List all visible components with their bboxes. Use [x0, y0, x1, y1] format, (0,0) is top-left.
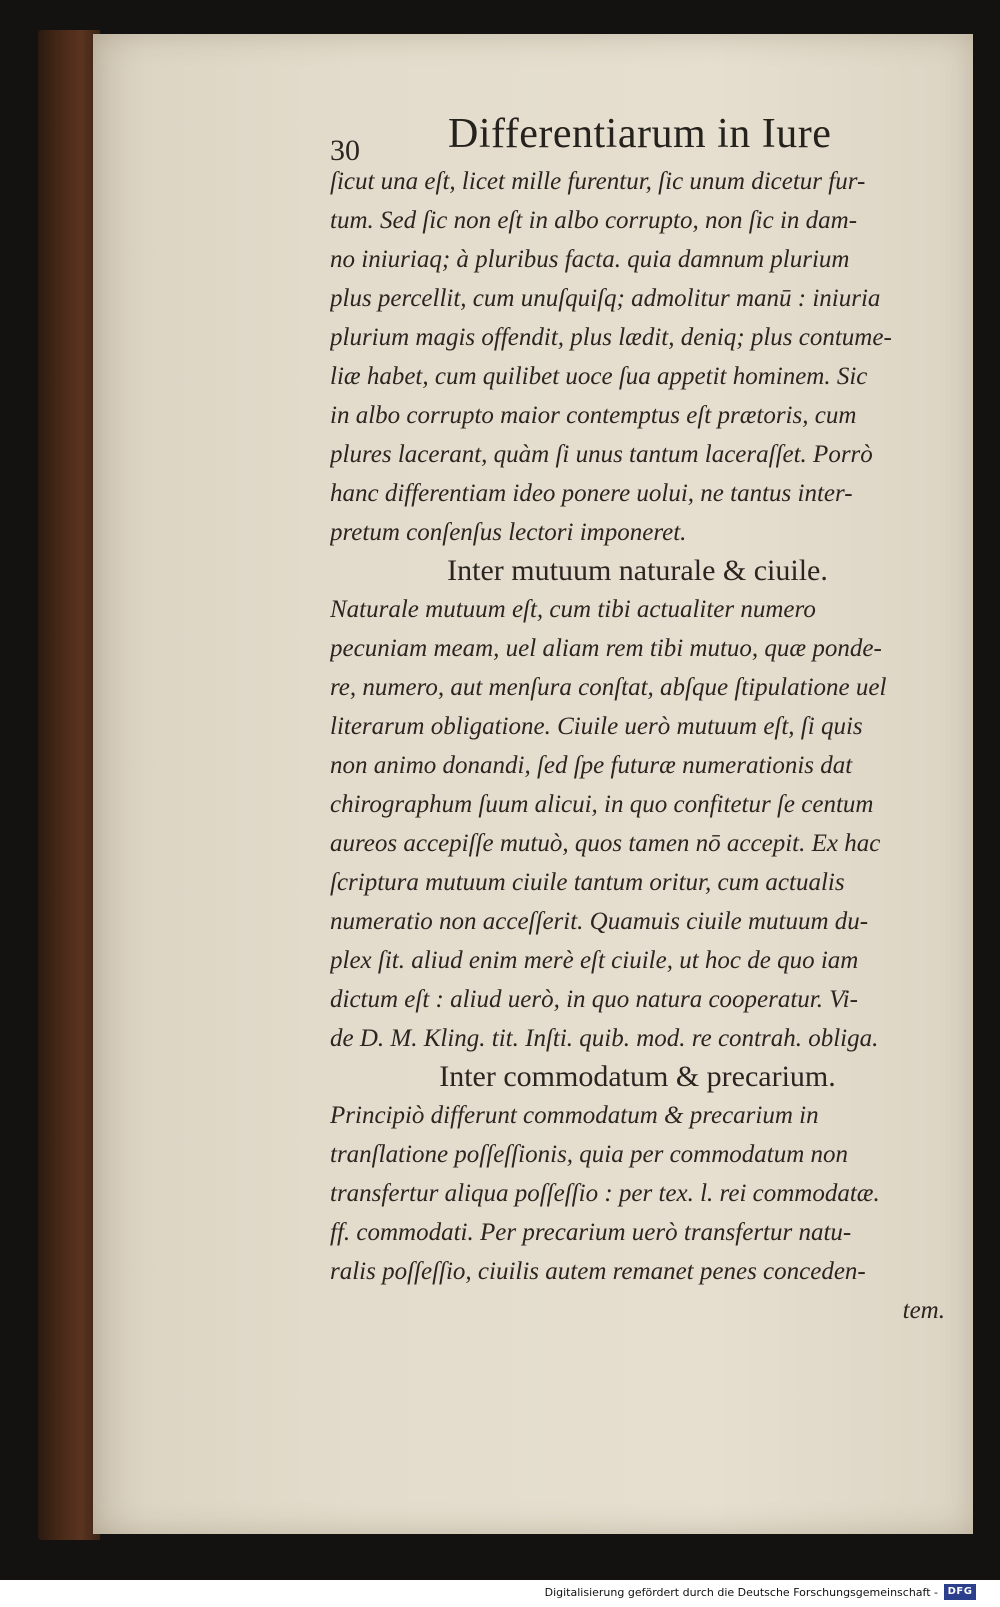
text-line: tum. Sed ſic non eſt in albo corrupto, non ſic in dam- — [330, 207, 858, 234]
text-line: plurium magis offendit, plus lædit, deniq; plus contume- — [330, 324, 892, 351]
text-line: liæ habet, cum quilibet uoce ſua appetit hominem. Sic — [330, 363, 868, 390]
text-line: pecuniam meam, uel aliam rem tibi mutuo, quæ ponde- — [330, 635, 882, 662]
page-number: 30 — [330, 134, 360, 167]
text-line: ſicut una eſt, licet mille furentur, ſic unum dicetur fur- — [330, 168, 866, 195]
text-line: pretum conſenſus lectori imponeret. — [330, 519, 687, 546]
text-line: literarum obligatione. Ciuile uerò mutuum eſt, ſi quis — [330, 713, 863, 740]
text-line: tem. — [902, 1297, 945, 1324]
footer-bar — [0, 1580, 1000, 1607]
text-line: hanc differentiam ideo ponere uolui, ne tantus inter- — [330, 480, 853, 507]
section-heading: Inter commodatum & precarium. — [439, 1060, 836, 1093]
text-line: plures lacerant, quàm ſi unus tantum laceraſſet. Porrò — [330, 441, 873, 468]
text-line: dictum eſt : aliud uerò, in quo natura cooperatur. Vi- — [330, 986, 858, 1013]
text-line: Naturale mutuum eſt, cum tibi actualiter numero — [330, 596, 816, 623]
text-line: plex ſit. aliud enim merè eſt ciuile, ut hoc de quo iam — [330, 947, 859, 974]
book-cover-edge — [38, 30, 100, 1540]
text-line: de D. M. Kling. tit. Inſti. quib. mod. re contrah. obliga. — [330, 1025, 879, 1052]
text-line: aureos accepiſſe mutuò, quos tamen nō accepit. Ex hac — [330, 830, 881, 857]
digitization-credit: Digitalisierung gefördert durch die Deutsche Forschungsgemeinschaft - — [544, 1586, 938, 1599]
text-line: transfertur aliqua poſſeſſio : per tex. l. rei commodatæ. — [330, 1180, 880, 1207]
text-line: ralis poſſeſſio, ciuilis autem remanet penes conceden- — [330, 1258, 866, 1285]
text-line: plus percellit, cum unuſquiſq; admolitur manū : iniuria — [330, 285, 881, 312]
dfg-logo: DFG — [944, 1584, 976, 1600]
text-line: tranſlatione poſſeſſionis, quia per commodatum non — [330, 1141, 849, 1168]
text-line: Principiò differunt commodatum & precarium in — [330, 1102, 819, 1129]
running-title: Differentiarum in Iure — [448, 111, 832, 157]
body-text — [330, 162, 945, 1330]
text-line: in albo corrupto maior contemptus eſt prætoris, cum — [330, 402, 857, 429]
text-line: numeratio non acceſſerit. Quamuis ciuile mutuum du- — [330, 908, 869, 935]
text-line: ſcriptura mutuum ciuile tantum oritur, cum actualis — [330, 869, 845, 896]
text-line: re, numero, aut menſura conſtat, abſque ſtipulatione uel — [330, 674, 887, 701]
page-header — [330, 110, 890, 166]
text-line: chirographum ſuum alicui, in quo confitetur ſe centum — [330, 791, 874, 818]
text-line: no iniuriaq; à pluribus facta. quia damnum plurium — [330, 246, 850, 273]
text-line: non animo donandi, ſed ſpe futuræ numerationis dat — [330, 752, 853, 779]
text-line: ff. commodati. Per precarium uerò transfertur natu- — [330, 1219, 852, 1246]
section-heading: Inter mutuum naturale & ciuile. — [447, 554, 828, 587]
